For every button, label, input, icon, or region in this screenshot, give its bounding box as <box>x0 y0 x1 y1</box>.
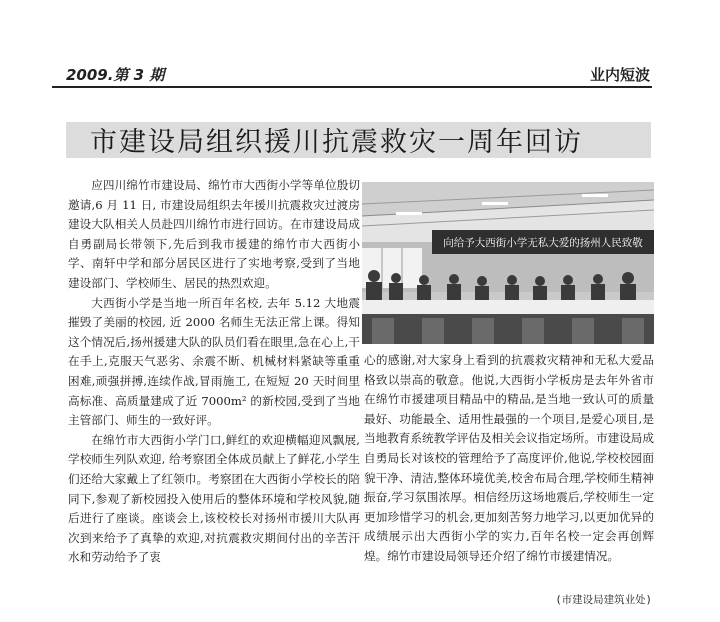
issue-number: 2009.第 3 期 <box>66 66 165 84</box>
paragraph: 心的感谢,对大家身上看到的抗震救灾精神和无私大爱品格致以崇高的敬意。他说,大西街小学板房是去年外省市在绵竹市援建项目精品中的精品,是当地一致认可的质量最好、功能最全、适用性最强的一个项目,是爱心项目,是当地教育系统教学评估及相关会议指定场所。市建设局成自勇局长对该校的管理给予了高度评价,他说,学校校园面貌干净、清洁,整体环境优美,校舍布局合理,学校师生精神振奋,学习氛围浓厚。相信经历这场地震后,学校师生一定更加珍惜学习的机会,更加刻苦努力地学习,以更加优异的成绩展示出大西街小学的实力,百年名校一定会再创辉煌。绵竹市建设局领导还介绍了绵竹市援建情况。 <box>364 353 654 563</box>
paragraph: 在绵竹市大西街小学门口,鲜红的欢迎横幅迎风飘展,学校师生列队欢迎, 给考察团全体成员献上了鲜花,小学生们还给大家戴上了红领巾。考察团在大西街小学校长的陪同下,参观了新校园投入使用后的整体环境和学校风貌,随后进行了座谈。座谈会上,该校校长对扬州市援川大队再次到来给予了真挚的欢迎,对抗震救灾期间付出的辛苦汗水和劳动给予了衷 <box>68 432 360 565</box>
paragraph: 大西街小学是当地一所百年名校, 去年 5.12 大地震摧毁了美丽的校园, 近 2000 名师生无法正常上课。得知这个情况后,扬州援建大队的队员们看在眼里,急在心上,干在手上,克服天气恶劣、余震不断、机械材料紧缺等重重困难,顽强拼搏,连续作战,冒雨施工, 在短短 20 天时间里高标准、高质量建成了近 7000m² 的新校园,受到了当地主管部门、师生的一致好评。 <box>68 295 360 428</box>
paragraph: 应四川绵竹市建设局、绵竹市大西街小学等单位殷切邀请,6 月 11 日, 市建设局组织去年援川抗震救灾过渡房建设大队相关人员赴四川绵竹市进行回访。在市建设局成自勇副局长带领下,先后到我市援建的绵竹市大西街小学、南轩中学和部分居民区进行了实地考察,受到了当地建设部门、学校师生、居民的热烈欢迎。 <box>68 178 360 290</box>
meeting-photo-illustration <box>362 182 654 344</box>
section-name: 业内短波 <box>589 66 650 84</box>
page-header <box>52 60 652 88</box>
photo-banner-text: 向给予大西街小学无私大爱的扬州人民致敬 <box>443 237 643 249</box>
article-source: (市建设局建筑业处) <box>555 594 652 606</box>
article-title: 市建设局组织援川抗震救灾一周年回访 <box>90 127 583 158</box>
article-left-column <box>68 176 360 568</box>
event-photo <box>362 182 654 344</box>
article-right-column <box>364 351 654 567</box>
